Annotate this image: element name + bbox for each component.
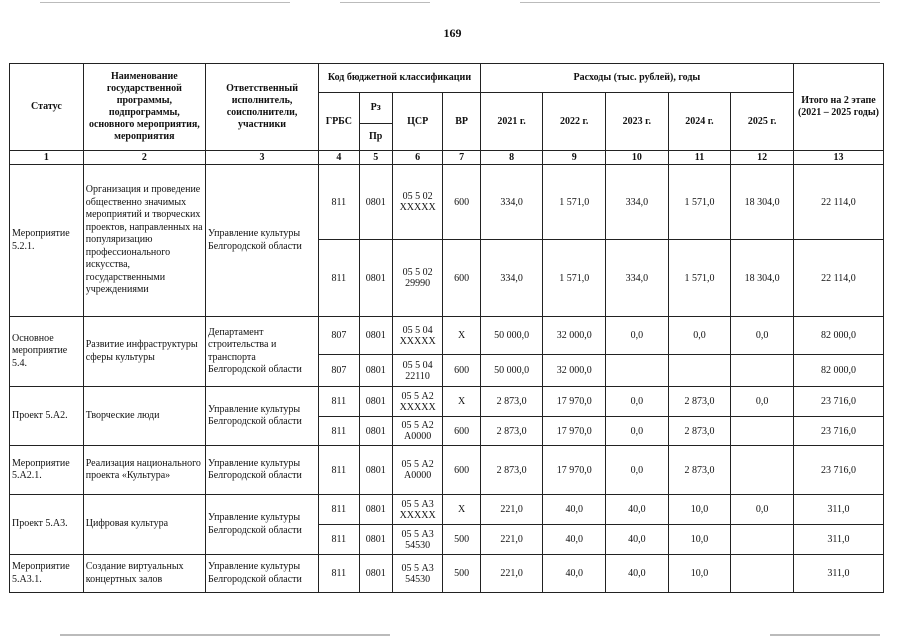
grbs-cell: 811 bbox=[319, 525, 359, 555]
amount-cell-y2022: 1 571,0 bbox=[543, 240, 606, 317]
vr-cell: X bbox=[443, 495, 480, 525]
vr-cell: 600 bbox=[443, 355, 480, 387]
total-cell: 311,0 bbox=[793, 525, 883, 555]
column-number: 1 bbox=[10, 151, 84, 165]
rzpr-cell: 0801 bbox=[359, 417, 392, 446]
amount-cell-y2023: 40,0 bbox=[606, 525, 669, 555]
responsible-cell: Управление культуры Белгородской области bbox=[205, 165, 318, 317]
amount-cell-y2025: 0,0 bbox=[731, 495, 794, 525]
amount-cell-y2025 bbox=[731, 417, 794, 446]
column-number: 8 bbox=[480, 151, 543, 165]
status-cell: Основное мероприятие 5.4. bbox=[10, 317, 84, 387]
amount-cell-y2025: 18 304,0 bbox=[731, 240, 794, 317]
amount-cell-y2022: 40,0 bbox=[543, 525, 606, 555]
csr-cell: 05 5 А3 XXXXX bbox=[392, 495, 443, 525]
table-body bbox=[10, 165, 884, 593]
rzpr-cell: 0801 bbox=[359, 165, 392, 240]
rzpr-cell: 0801 bbox=[359, 525, 392, 555]
header-year-2023: 2023 г. bbox=[606, 93, 669, 151]
responsible-cell: Управление культуры Белгородской области bbox=[205, 555, 318, 593]
grbs-cell: 807 bbox=[319, 317, 359, 355]
column-number: 10 bbox=[606, 151, 669, 165]
rzpr-cell: 0801 bbox=[359, 555, 392, 593]
name-cell: Творческие люди bbox=[83, 387, 205, 446]
vr-cell: X bbox=[443, 317, 480, 355]
amount-cell-y2024 bbox=[668, 355, 731, 387]
amount-cell-y2023: 334,0 bbox=[606, 240, 669, 317]
table-row bbox=[10, 495, 884, 525]
status-cell: Проект 5.А3. bbox=[10, 495, 84, 555]
name-cell: Развитие инфраструктуры сферы культуры bbox=[83, 317, 205, 387]
header-year-2022: 2022 г. bbox=[543, 93, 606, 151]
header-status: Статус bbox=[10, 64, 84, 151]
table-row bbox=[10, 165, 884, 240]
amount-cell-y2021: 2 873,0 bbox=[480, 417, 543, 446]
grbs-cell: 811 bbox=[319, 387, 359, 417]
amount-cell-y2025 bbox=[731, 446, 794, 495]
amount-cell-y2025 bbox=[731, 525, 794, 555]
rzpr-cell: 0801 bbox=[359, 355, 392, 387]
grbs-cell: 811 bbox=[319, 446, 359, 495]
vr-cell: 600 bbox=[443, 165, 480, 240]
amount-cell-y2025 bbox=[731, 555, 794, 593]
total-cell: 311,0 bbox=[793, 555, 883, 593]
responsible-cell: Департамент строительства и транспорта Белгородской области bbox=[205, 317, 318, 387]
table-row bbox=[10, 317, 884, 355]
amount-cell-y2023: 40,0 bbox=[606, 495, 669, 525]
amount-cell-y2022: 40,0 bbox=[543, 555, 606, 593]
bottom-scan-edge-right bbox=[770, 634, 880, 636]
column-number-row bbox=[10, 151, 884, 165]
column-number: 2 bbox=[83, 151, 205, 165]
bottom-scan-edge-left bbox=[60, 634, 390, 636]
amount-cell-y2023: 0,0 bbox=[606, 317, 669, 355]
amount-cell-y2022: 17 970,0 bbox=[543, 417, 606, 446]
amount-cell-y2024: 1 571,0 bbox=[668, 165, 731, 240]
amount-cell-y2024: 10,0 bbox=[668, 525, 731, 555]
amount-cell-y2022: 32 000,0 bbox=[543, 317, 606, 355]
column-number: 12 bbox=[731, 151, 794, 165]
header-year-2025: 2025 г. bbox=[731, 93, 794, 151]
total-cell: 22 114,0 bbox=[793, 165, 883, 240]
name-cell: Создание виртуальных концертных залов bbox=[83, 555, 205, 593]
csr-cell: 05 5 А2 А0000 bbox=[392, 446, 443, 495]
status-cell: Мероприятие 5.2.1. bbox=[10, 165, 84, 317]
csr-cell: 05 5 04 22110 bbox=[392, 355, 443, 387]
amount-cell-y2021: 50 000,0 bbox=[480, 355, 543, 387]
name-cell: Организация и проведение общественно значимых мероприятий и творческих проектов, направленных на популяризацию профессионального искусства, государственными учреждениями bbox=[83, 165, 205, 317]
amount-cell-y2021: 334,0 bbox=[480, 240, 543, 317]
amount-cell-y2022: 40,0 bbox=[543, 495, 606, 525]
grbs-cell: 811 bbox=[319, 165, 359, 240]
rzpr-cell: 0801 bbox=[359, 240, 392, 317]
total-cell: 23 716,0 bbox=[793, 387, 883, 417]
csr-cell: 05 5 04 XXXXX bbox=[392, 317, 443, 355]
amount-cell-y2021: 221,0 bbox=[480, 525, 543, 555]
total-cell: 23 716,0 bbox=[793, 446, 883, 495]
column-number: 5 bbox=[359, 151, 392, 165]
amount-cell-y2023: 334,0 bbox=[606, 165, 669, 240]
status-cell: Мероприятие 5.А2.1. bbox=[10, 446, 84, 495]
header-grbs: ГРБС bbox=[319, 93, 359, 151]
vr-cell: 500 bbox=[443, 555, 480, 593]
amount-cell-y2024: 2 873,0 bbox=[668, 387, 731, 417]
amount-cell-y2021: 2 873,0 bbox=[480, 387, 543, 417]
grbs-cell: 811 bbox=[319, 240, 359, 317]
header-total: Итого на 2 этапе (2021 – 2025 годы) bbox=[793, 64, 883, 151]
rzpr-cell: 0801 bbox=[359, 446, 392, 495]
column-number: 7 bbox=[443, 151, 480, 165]
csr-cell: 05 5 А3 54530 bbox=[392, 555, 443, 593]
total-cell: 23 716,0 bbox=[793, 417, 883, 446]
csr-cell: 05 5 А3 54530 bbox=[392, 525, 443, 555]
vr-cell: 600 bbox=[443, 240, 480, 317]
column-number: 6 bbox=[392, 151, 443, 165]
page-number: 169 bbox=[443, 26, 462, 40]
table-row bbox=[10, 387, 884, 417]
header-responsible: Ответственный исполнитель, соисполнители, участники bbox=[205, 64, 318, 151]
grbs-cell: 811 bbox=[319, 417, 359, 446]
amount-cell-y2025 bbox=[731, 355, 794, 387]
vr-cell: 500 bbox=[443, 525, 480, 555]
amount-cell-y2024: 0,0 bbox=[668, 317, 731, 355]
table-header bbox=[10, 64, 884, 165]
amount-cell-y2025: 0,0 bbox=[731, 317, 794, 355]
amount-cell-y2021: 2 873,0 bbox=[480, 446, 543, 495]
column-number: 3 bbox=[205, 151, 318, 165]
header-year-2021: 2021 г. bbox=[480, 93, 543, 151]
amount-cell-y2023: 0,0 bbox=[606, 446, 669, 495]
grbs-cell: 811 bbox=[319, 495, 359, 525]
amount-cell-y2023: 0,0 bbox=[606, 417, 669, 446]
amount-cell-y2023: 40,0 bbox=[606, 555, 669, 593]
responsible-cell: Управление культуры Белгородской области bbox=[205, 495, 318, 555]
column-number: 9 bbox=[543, 151, 606, 165]
rzpr-cell: 0801 bbox=[359, 387, 392, 417]
amount-cell-y2023 bbox=[606, 355, 669, 387]
responsible-cell: Управление культуры Белгородской области bbox=[205, 446, 318, 495]
rzpr-cell: 0801 bbox=[359, 317, 392, 355]
top-scan-edge-right bbox=[520, 2, 880, 3]
vr-cell: 600 bbox=[443, 417, 480, 446]
responsible-cell: Управление культуры Белгородской области bbox=[205, 387, 318, 446]
amount-cell-y2021: 334,0 bbox=[480, 165, 543, 240]
column-number: 11 bbox=[668, 151, 731, 165]
column-number: 13 bbox=[793, 151, 883, 165]
amount-cell-y2021: 221,0 bbox=[480, 555, 543, 593]
name-cell: Цифровая культура bbox=[83, 495, 205, 555]
amount-cell-y2024: 10,0 bbox=[668, 555, 731, 593]
status-cell: Мероприятие 5.А3.1. bbox=[10, 555, 84, 593]
csr-cell: 05 5 02 XXXXX bbox=[392, 165, 443, 240]
header-expenses: Расходы (тыс. рублей), годы bbox=[480, 64, 793, 93]
amount-cell-y2022: 32 000,0 bbox=[543, 355, 606, 387]
column-number: 4 bbox=[319, 151, 359, 165]
rzpr-cell: 0801 bbox=[359, 495, 392, 525]
amount-cell-y2023: 0,0 bbox=[606, 387, 669, 417]
name-cell: Реализация национального проекта «Культура» bbox=[83, 446, 205, 495]
header-name: Наименование государственной программы, подпрограммы, основного мероприятия, мероприятия bbox=[83, 64, 205, 151]
table-row bbox=[10, 446, 884, 495]
amount-cell-y2025: 18 304,0 bbox=[731, 165, 794, 240]
amount-cell-y2022: 17 970,0 bbox=[543, 387, 606, 417]
header-csr: ЦСР bbox=[392, 93, 443, 151]
vr-cell: 600 bbox=[443, 446, 480, 495]
total-cell: 22 114,0 bbox=[793, 240, 883, 317]
header-pr: Пр bbox=[359, 124, 392, 151]
amount-cell-y2024: 1 571,0 bbox=[668, 240, 731, 317]
grbs-cell: 807 bbox=[319, 355, 359, 387]
amount-cell-y2025: 0,0 bbox=[731, 387, 794, 417]
total-cell: 82 000,0 bbox=[793, 317, 883, 355]
amount-cell-y2022: 17 970,0 bbox=[543, 446, 606, 495]
amount-cell-y2024: 2 873,0 bbox=[668, 417, 731, 446]
amount-cell-y2021: 221,0 bbox=[480, 495, 543, 525]
amount-cell-y2024: 2 873,0 bbox=[668, 446, 731, 495]
status-cell: Проект 5.А2. bbox=[10, 387, 84, 446]
header-year-2024: 2024 г. bbox=[668, 93, 731, 151]
csr-cell: 05 5 А2 А0000 bbox=[392, 417, 443, 446]
header-budget-code: Код бюджетной классификации bbox=[319, 64, 481, 93]
top-scan-edge-mid bbox=[340, 2, 430, 3]
amount-cell-y2024: 10,0 bbox=[668, 495, 731, 525]
top-scan-edge-left bbox=[40, 2, 290, 3]
header-rz: Рз bbox=[359, 93, 392, 124]
grbs-cell: 811 bbox=[319, 555, 359, 593]
csr-cell: 05 5 А2 XXXXX bbox=[392, 387, 443, 417]
csr-cell: 05 5 02 29990 bbox=[392, 240, 443, 317]
total-cell: 82 000,0 bbox=[793, 355, 883, 387]
table-row bbox=[10, 555, 884, 593]
amount-cell-y2021: 50 000,0 bbox=[480, 317, 543, 355]
vr-cell: X bbox=[443, 387, 480, 417]
header-vr: ВР bbox=[443, 93, 480, 151]
total-cell: 311,0 bbox=[793, 495, 883, 525]
budget-table bbox=[9, 63, 884, 593]
amount-cell-y2022: 1 571,0 bbox=[543, 165, 606, 240]
